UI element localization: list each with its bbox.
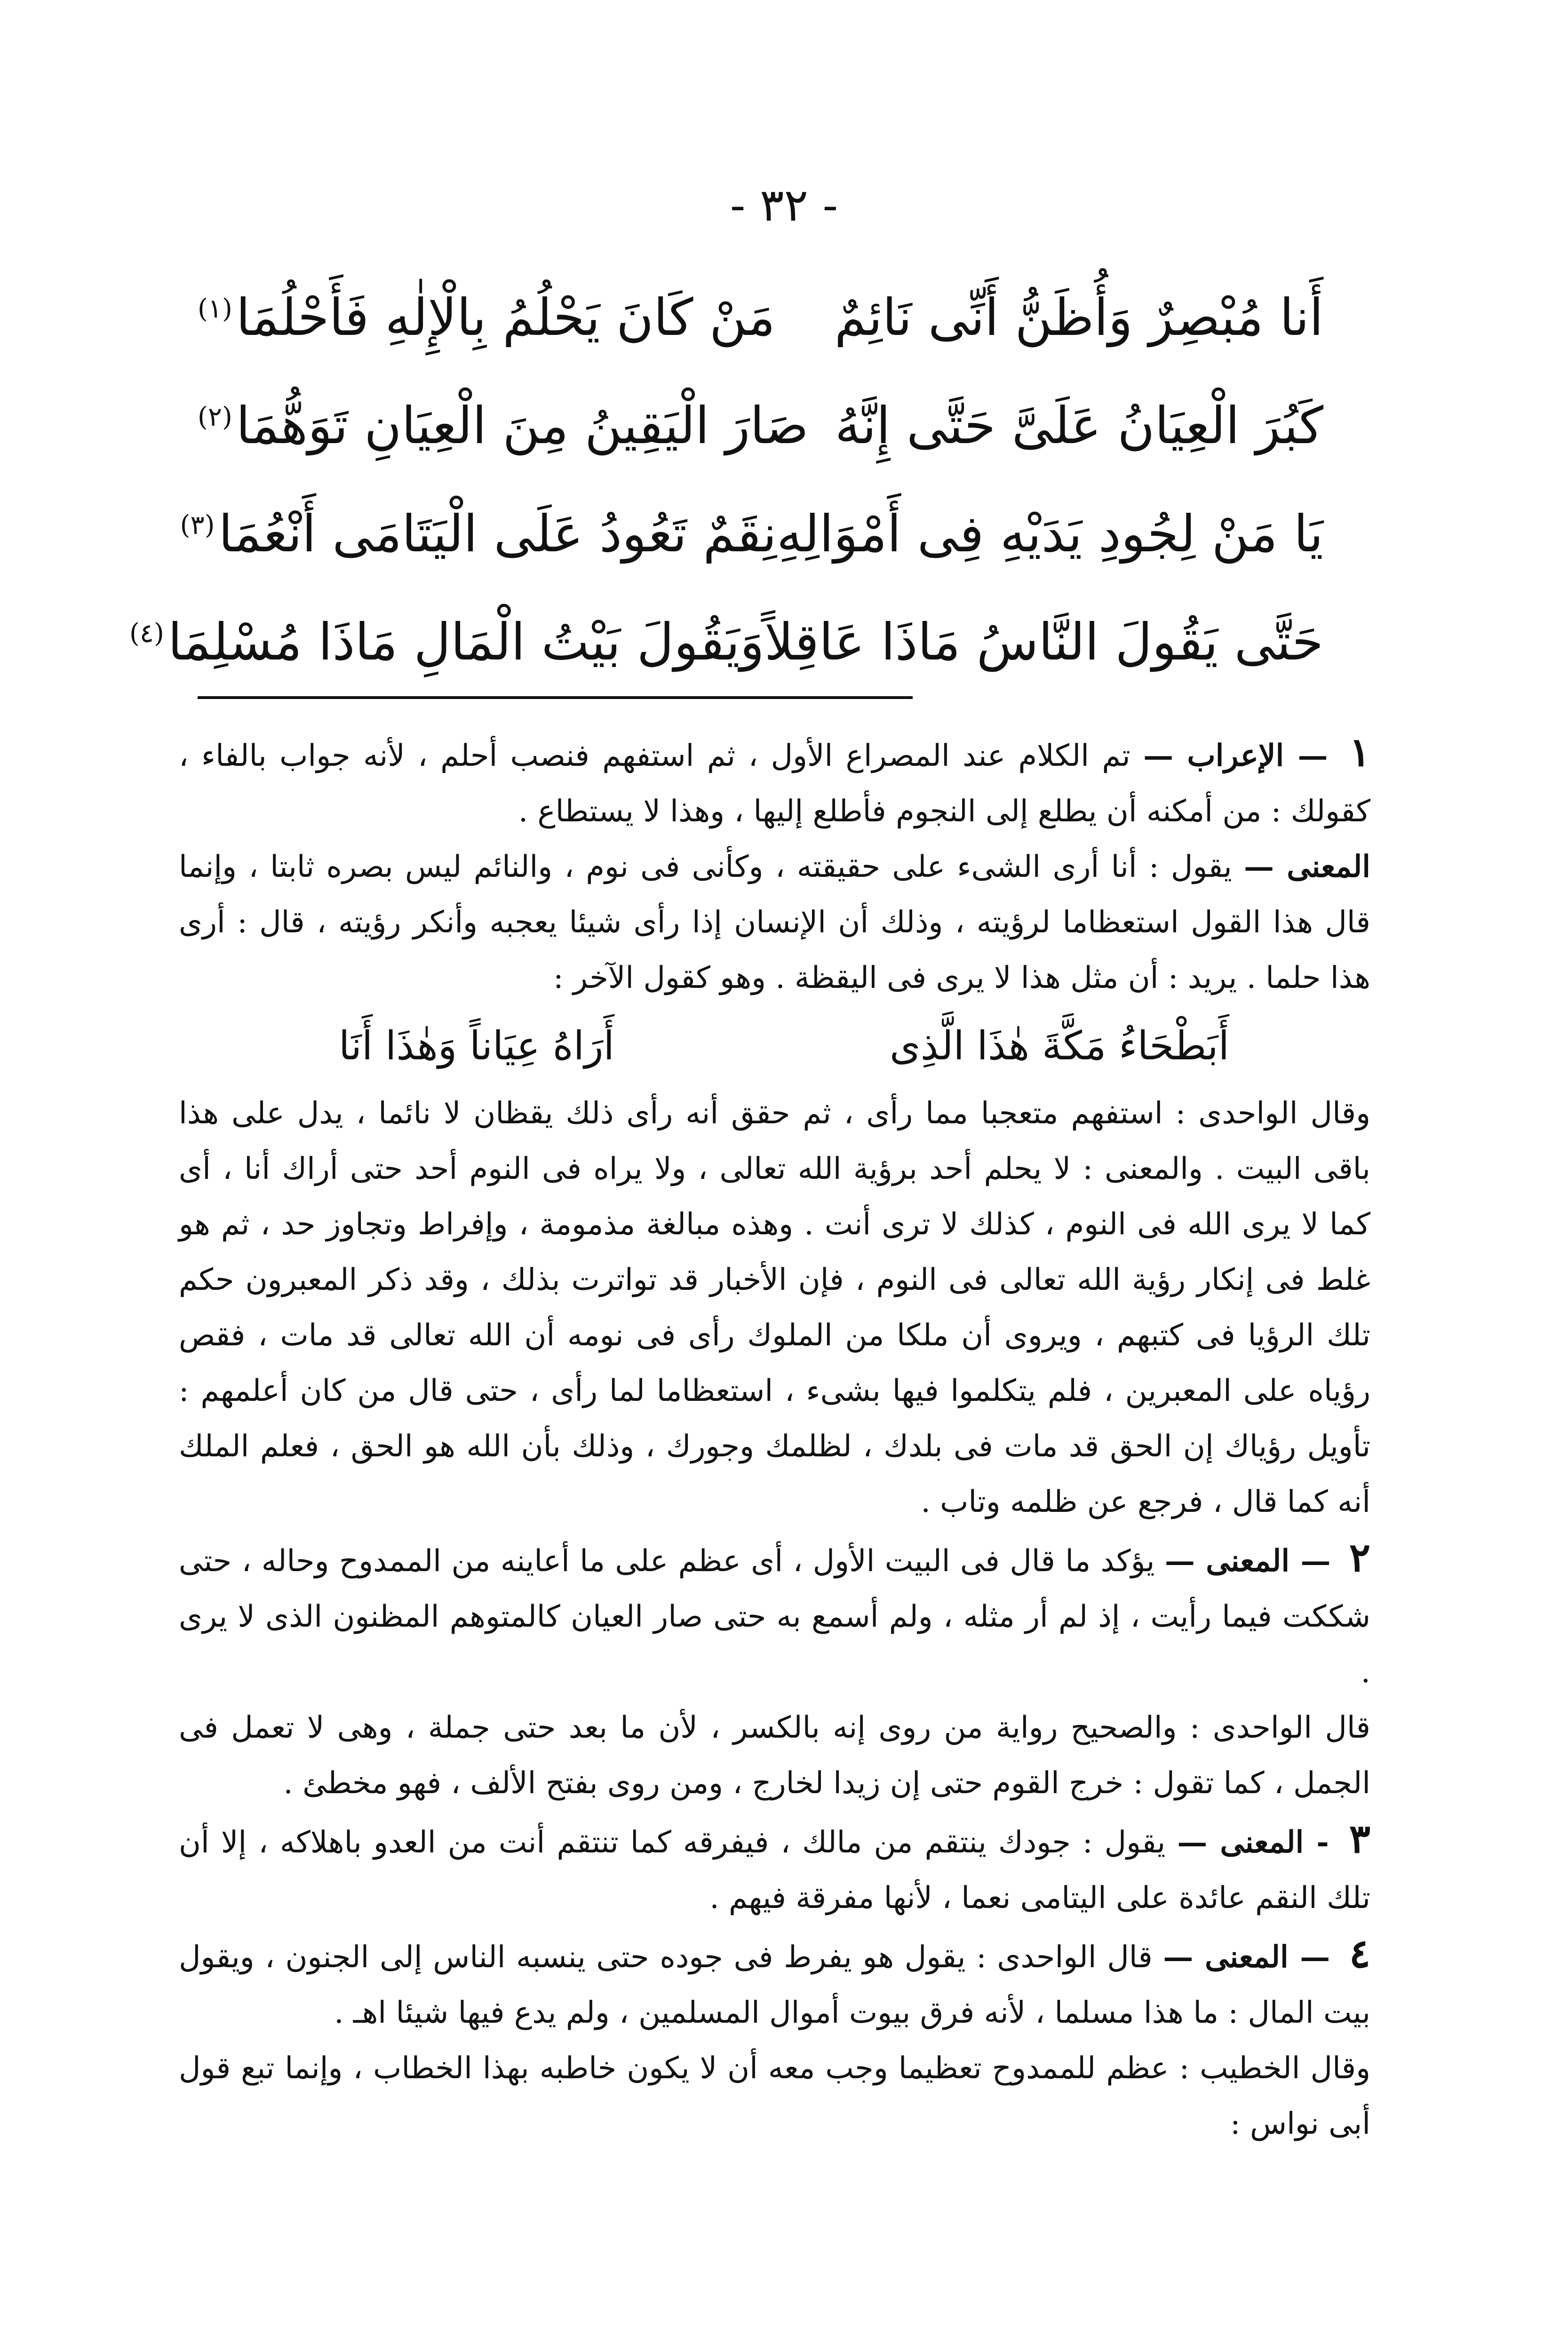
note-2-meaning [179,1530,1370,1700]
note-4-label: — المعنى — [1163,1939,1330,1975]
verse-4-first-hemistich: حَتَّى يَقُولَ النَّاسُ مَاذَا عَاقِلاً [764,612,1323,672]
verse-3-second-text: نِقَمٌ تَعُودُ عَلَى الْيَتَامَى أَنْعُمَا [218,504,777,564]
verse-2-first-hemistich: كَبُرَ الْعِيَانُ عَلَىَّ حَتَّى إِنَّهُ [835,396,1323,455]
verse-2-second-hemistich [198,397,809,455]
note-4-number: ٤ [1349,1930,1371,1977]
verse-block [129,263,1323,696]
quoted-verse-first: أَبَطْحَاءُ مَكَّةَ هٰذَا الَّذِى [890,1023,1229,1069]
note-3-number: ٣ [1349,1815,1371,1862]
note-4-text: قال الواحدى : يقول هو يفرط فى جوده حتى ينسبه الناس إلى الجنون ، ويقول بيت المال : ما هذا مسلما ، لأنه فرق بيوت أموال المسلمين ، ولم يدع فيها شيئا اهـ . [179,1940,1370,2030]
note-2-text: يؤكد ما قال فى البيت الأول ، أى عظم على ما أعاينه من الممدوح وحاله ، حتى شككت فيما رأيت ، إذ لم أر مثله ، ولم أسمع به حتى صار العيان كالمتوهم المظنون الذى لا يرى . [179,1544,1371,1690]
note-3-meaning [179,1811,1370,1926]
verse-3-note-marker: (٣) [180,509,215,540]
verse-4-second-hemistich [129,613,764,672]
verse-2 [198,372,1323,480]
quoted-verse [179,1010,1370,1081]
note-3-label: - المعنى — [1177,1825,1329,1860]
note-1-number: ١ [1349,729,1371,775]
note-1-text: تم الكلام عند المصراع الأول ، ثم استفهم فنصب أحلم ، لأنه جواب بالفاء ، كقولك : من أمكنه أن يطلع إلى النجوم فأطلع إليها ، وهذا لا يستطاع . [179,739,1370,829]
verse-3-second-hemistich [180,505,777,564]
note-1-label: — الإعراب — [1143,738,1328,773]
verse-4-second-text: وَيَقُولَ بَيْتُ الْمَالِ مَاذَا مُسْلِمَا [167,612,764,672]
commentary [179,724,1370,2152]
verse-4-note-marker: (٤) [129,618,164,649]
verse-2-second-text: صَارَ الْيَقِينُ مِنَ الْعِيَانِ تَوَهُّمَا [236,396,809,455]
verse-1-note-marker: (١) [198,293,232,324]
note-2-number: ٢ [1349,1534,1371,1581]
page-number: - ٣٢ - [730,179,838,231]
verse-4 [129,588,1323,696]
verse-2-note-marker: (٢) [198,401,232,432]
verse-3-first-hemistich: يَا مَنْ لِجُودِ يَدَيْهِ فِى أَمْوَالِهِ [776,504,1323,564]
note-1-meaning [179,839,1370,1006]
note-3-text: يقول : جودك ينتقم من مالك ، فيفرقه كما تنتقم أنت من العدو باهلاكه ، إلا أن تلك النقم عائدة على اليتامى نعما ، لأنها مفرقة فيهم . [179,1825,1370,1915]
note-4-khatib: وقال الخطيب : عظم للممدوح تعظيما وجب معه أن لا يكون خاطبه بهذا الخطاب ، وإنما تبع قول أبى نواس : [179,2051,1371,2141]
note-4-meaning [179,1926,1370,2041]
note-1-wahidi: وقال الواحدى : استفهم متعجبا مما رأى ، ثم حقق أنه رأى ذلك يقظان لا نائما ، يدل على هذا باقى البيت . والمعنى : لا يحلم أحد برؤية الله تعالى ، ولا يراه فى النوم أحد حتى أراك أنا ، أى كما لا يرى الله فى النوم ، كذلك لا ترى أنت . وهذه مبالغة مذمومة ، وإفراط وتجاوز حد ، ثم هو غلط فى إنكار رؤية الله تعالى فى النوم ، فإن الأخبار قد تواترت بذلك ، وقد ذكر المعبرون حكم تلك الرؤيا فى كتبهم ، ويروى أن ملكا من الملوك رأى فى نومه أن الله تعالى قد مات ، فقص رؤياه على المعبرين ، فلم يتكلموا فيها بشىء ، استعظاما لما رأى ، حتى قال من كان أعلمهم : تأويل رؤياك إن الحق قد مات فى بلدك ، لظلمك وجورك ، وذلك بأن الله هو الحق ، فعلم الملك أنه كما قال ، فرجع عن ظلمه وتاب . [179,1096,1371,1519]
verse-1 [198,263,1323,372]
note-2-label: — المعنى — [1164,1543,1331,1579]
verse-3 [180,480,1323,588]
verse-1-second-hemistich [198,288,775,347]
verse-1-second-text: مَنْ كَانَ يَحْلُمُ بِالْإِلٰهِ فَأَحْلُمَا [236,288,775,347]
note-1-grammar [179,724,1370,839]
note-1-meaning-label: المعنى — [1243,849,1370,884]
footnote-divider [198,696,913,699]
note-1-meaning-text: يقول : أنا أرى الشىء على حقيقته ، وكأنى فى نوم ، والنائم ليس بصره ثابتا ، وإنما قال هذا القول استعظاما لرؤيته ، وذلك أن الإنسان إذا رأى شيئا يعجبه وأنكر رؤيته ، قال : أرى هذا حلما . يريد : أن مثل هذا لا يرى فى اليقظة . وهو كقول الآخر : [179,850,1370,995]
quoted-verse-second: أَرَاهُ عِيَاناً وَهٰذَا أَنَا [339,1023,614,1069]
verse-1-first-hemistich: أَنا مُبْصِرٌ وَأُظَنُّ أَنِّى نَائِمٌ [834,288,1323,347]
note-2-wahidi: قال الواحدى : والصحيح رواية من روى إنه بالكسر ، لأن ما بعد حتى جملة ، وهى لا تعمل فى الجمل ، كما تقول : خرج القوم حتى إن زيدا لخارج ، ومن روى بفتح الألف ، فهو مخطئ . [179,1710,1371,1801]
